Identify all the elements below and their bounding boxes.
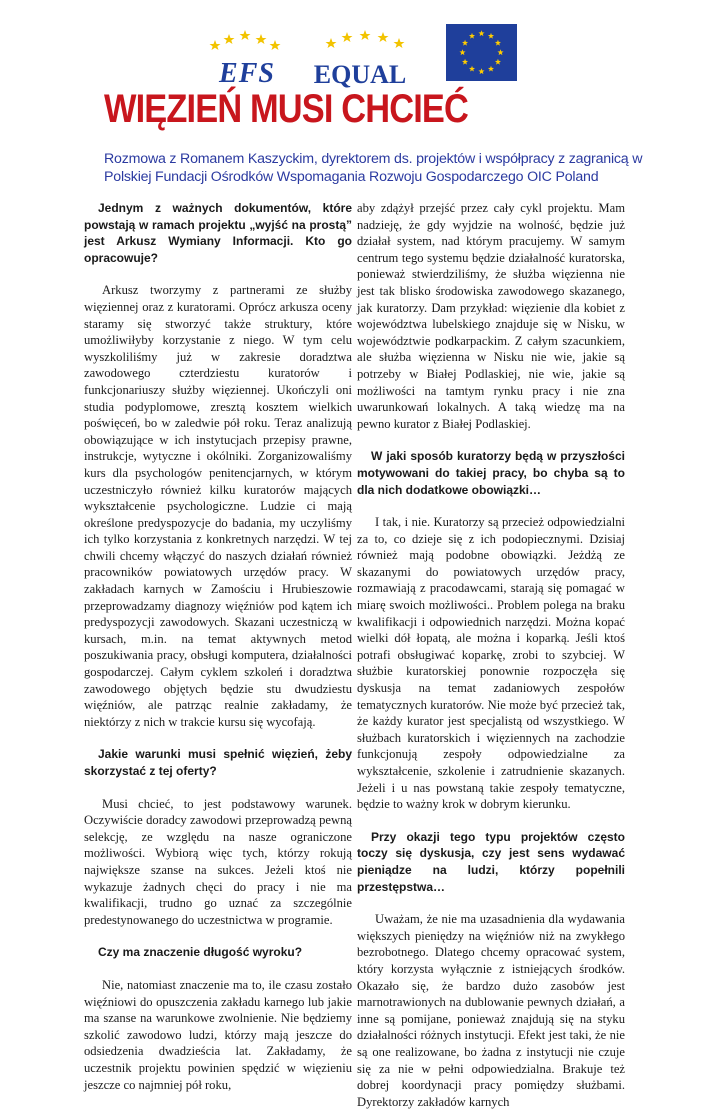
question-2: Jakie warunki musi spełnić więzień, żeby skorzystać z tej oferty? (84, 747, 352, 778)
left-column (84, 200, 352, 1093)
question-4: W jaki sposób kuratorzy będą w przyszłości motywowani do takiej pracy, bo chyba są to dla nich dodatkowe obowiązki… (357, 449, 625, 497)
page-title: WIĘZIEŃ MUSI CHCIEĆ (104, 87, 468, 131)
eu-flag-icon (446, 24, 517, 81)
equal-logo-text: EQUAL (313, 60, 407, 89)
right-column (357, 200, 625, 1110)
answer-3-continuation: aby zdążył przejść przez cały cykl projektu. Mam nadzieję, że gdy wyjdzie na wolność, będzie już działał system, nad którym pracujemy. W samym centrum tego systemu będzie działalność kuratorska, ponieważ stwierdziliśmy, że służba więzienna nie jest tak blisko środowiska zawodowego skazanego, jak kuratorzy. Dam przykład: więzienie dla kobiet z województwa lubelskiego znajduje się w Nisku, w województwie podkarpackim. Z całym szacunkiem, ale służba więzienna w Nisku nie wie, jakie są potrzeby w Białej Podlaskiej, nie wie, jakie są możliwości na tamtym rynku pracy i nie zna uwarunkowań lokalnych. A taką wiedzę ma na pewno kurator z Białej Podlaskiej. (357, 201, 625, 431)
answer-2: Musi chcieć, to jest podstawowy warunek. Oczywiście doradcy zawodowi przeprowadzą pewną selekcję, ze względu na nasze ograniczone możliwości. Wybiorą więc tych, którzy rokują największe szanse na sukces. Jeżeli ktoś nie wykazuje żadnych chęci do pracy i nie ma kwalifikacji, trudno go uznać za szczególnie predestynowanego do uczestnictwa w programie. (84, 796, 352, 927)
question-1: Jednym z ważnych dokumentów, które powstają w ramach projektu „wyjść na prostą” jest Arkusz Wymiany Informacji. Kto go opracowuje? (84, 201, 352, 265)
efs-logo-text: EFS (219, 58, 275, 89)
question-5: Przy okazji tego typu projektów często toczy się dyskusja, czy jest sens wydawać pieniądze na ludzi, którzy popełnili przestępstwa… (357, 829, 625, 894)
equal-stars-icon (305, 28, 415, 58)
efs-logo (205, 28, 289, 88)
page-subtitle: Rozmowa z Romanem Kaszyckim, dyrektorem ds. projektów i współpracy z zagranicą w Polskiej Fundacji Ośrodków Wspomagania Rozwoju Gospodarczego OIC Poland (104, 151, 643, 185)
answer-4: I tak, i nie. Kuratorzy są przecież odpowiedzialni za to, co dzieje się z ich podopiecznymi. Dzisiaj również mają podobne obowiązki. Jeżdżą ze skazanymi do powiatowych urzędów pracy, rozmawiają z pracodawcami, starają się pomagać w miarę swoich możliwości.. Problem polega na braku kwalifikacji i odpowiednich narzędzi. Można kopać wielki dół łopatą, ale można i koparką. Jeśli ktoś potrafi obsługiwać koparkę, zrobi to szybciej. W służbie kuratorskiej ponownie rozpoczęła się dyskusja na temat zadaniowych zespołów tematycznych kuratorów. Nie może być przecież tak, że każdy kurator jest specjalistą od wszystkiego. W służbach kuratorskich i więziennych na zachodzie funkcjonują zespoły odpowiedzialne za wykształcenie, szkolenie i zatrudnienie skazanych. Jeżeli i u nas powstaną takie zespoły tematyczne, będzie to ważny krok w dobrym kierunku. (357, 515, 625, 812)
answer-1: Arkusz tworzymy z partnerami ze służby więziennej oraz z kuratorami. Oprócz arkusza oceny staramy się stworzyć także struktury, które umożliwiłyby korzystanie z niego. W tym celu wyszkoliliśmy już w zakresie doradztwa zawodowego czterdziestu kuratorów i funkcjonariuszy służby więziennej. Ukończyli oni studia podyplomowe, zresztą kosztem wielkich poświęceń, bo w zaledwie pół roku. Teraz analizują obowiązujące w ich instytucjach przepisy prawne, instrukcje, wytyczne i okólniki. Zorganizowaliśmy kurs dla psychologów penitencjarnych, w którym uczestniczyło również kilku kuratorów mających wykształcenie psychologiczne. Ludzie ci mają określone predyspozycje do badania, my uczyliśmy ich tylko korzystania z konkretnych narzędzi. W tej chwili chcemy włączyć do naszych działań również pracowników powiatowych urzędów pracy. W zakładach karnych w Zamościu i Hrubieszowie przeprowadzamy diagnozy więźniów pod kątem ich predyspozycji zawodowych. Skazani uczestniczą w kursach, m.in. na temat aktywnych metod poszukiwania pracy, obsługi komputera, działalności gospodarczej. Całym cyklem szkoleń i doradztwa zawodowego objętych będzie stu dwudziestu więźniów, ale patrząc realnie zakładamy, że niektórzy z nich w trakcie kursu się wycofają. (84, 283, 352, 729)
question-3: Czy ma znaczenie długość wyroku? (98, 945, 303, 960)
answer-3: Nie, natomiast znaczenie ma to, ile czasu zostało więźniowi do opuszczenia zakładu karnego lub jakie ma szanse na warunkowe zwolnienie. Nie będziemy szkolić zawodowo ludzi, którzy mają jeszcze do odsiedzenia dwadzieścia lat. Zakładamy, że uczestnik projektu powinien spędzić w więzieniu jeszcze co najmniej pół roku, (84, 977, 352, 1092)
answer-5: Uważam, że nie ma uzasadnienia dla wydawania większych pieniędzy na więźniów niż na zwykłego bezrobotnego. Dlatego chcemy opracować system, który korzysta wyłącznie z istniejących środków. Okazało się, że bardzo dużo zasobów jest marnotrawionych na dublowanie pewnych działań, a inne są pomijane, ponieważ znajdują się na styku działalności różnych instytucji. Efekt jest taki, że nie są one realizowane, bo żadna z instytucji nie czuje się za nie w pełni odpowiedzialna. Brakuje też dobrej koordynacji pracy pomiędzy służbami. Dyrektorzy zakładów karnych (357, 912, 625, 1109)
equal-logo (305, 28, 415, 88)
efs-stars-icon (205, 28, 289, 58)
header-logos (0, 0, 724, 95)
